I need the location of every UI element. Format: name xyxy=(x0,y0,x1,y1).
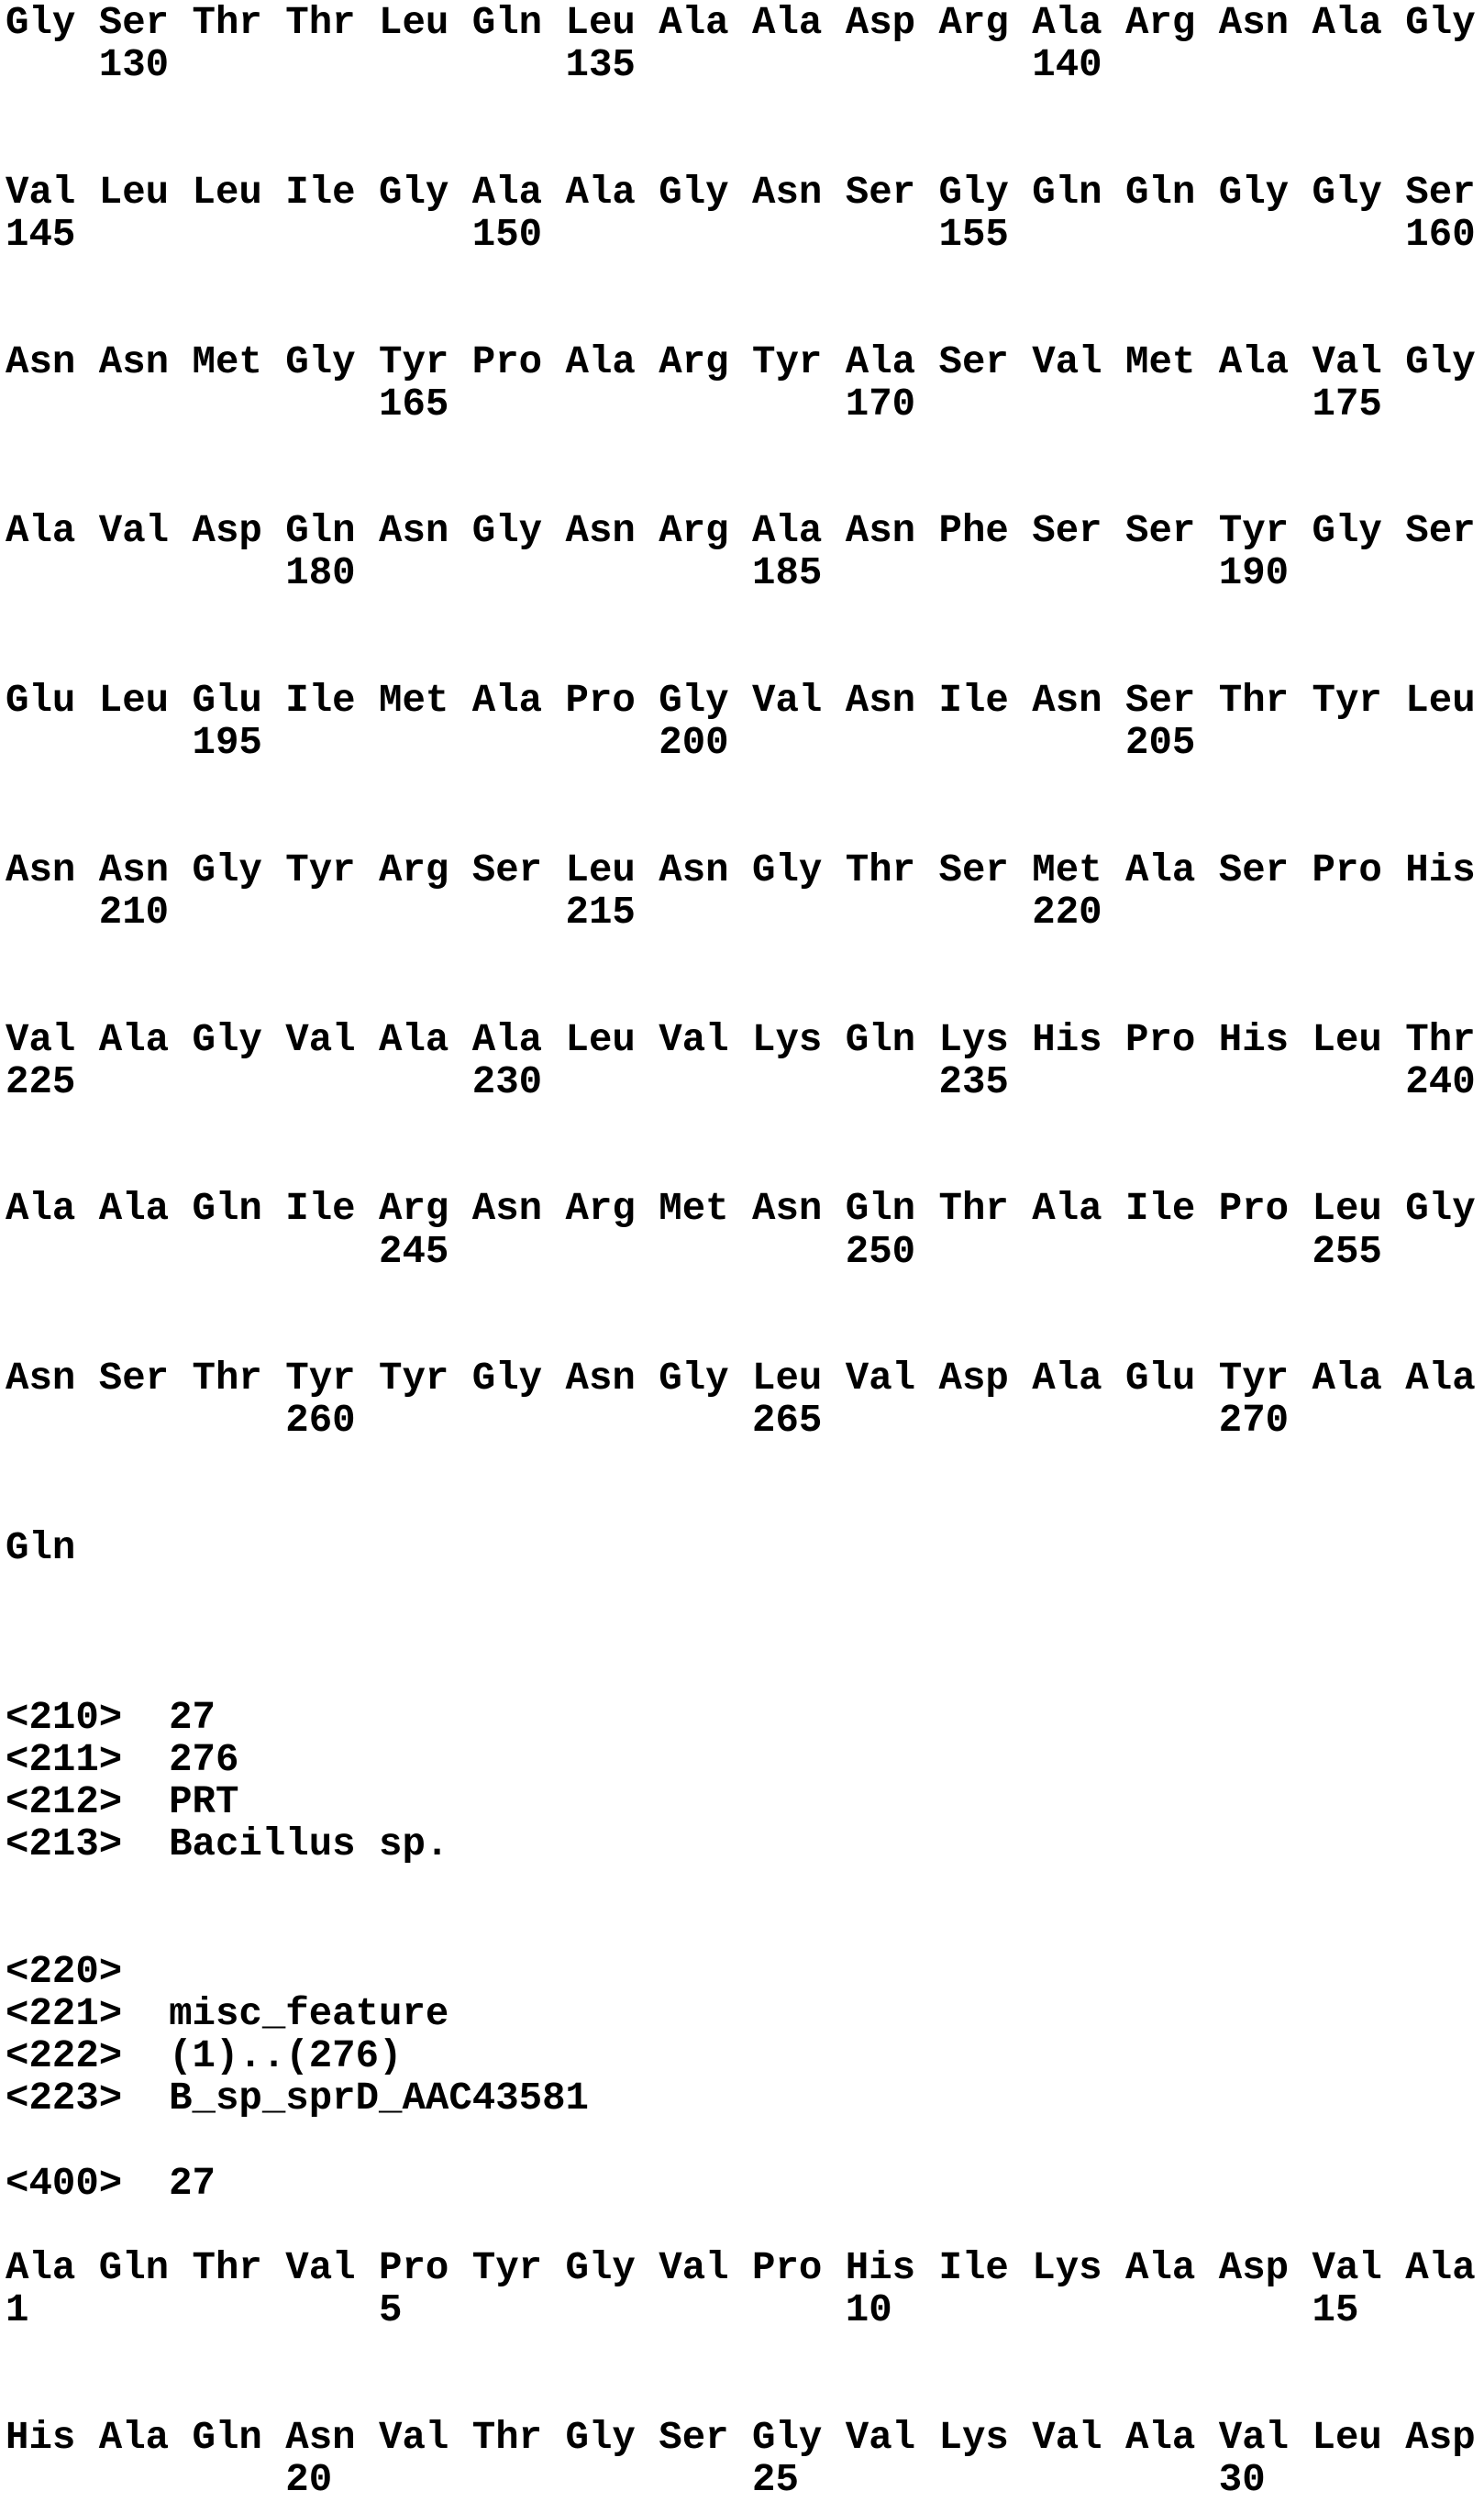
meta-line-212 xyxy=(6,1781,1484,1823)
seq-27-sequence-start xyxy=(6,2247,1484,2501)
meta-value: PRT xyxy=(169,1780,239,1825)
residue-block xyxy=(6,1188,1484,1272)
meta-line-221 xyxy=(6,1993,1484,2035)
meta-value: 27 xyxy=(169,1695,216,1740)
meta-tag: <210> xyxy=(6,1695,123,1740)
residue-block xyxy=(6,849,1484,934)
meta-tag: <212> xyxy=(6,1780,123,1825)
position-number-line: 180 185 190 xyxy=(6,551,1290,596)
residue-block xyxy=(6,680,1484,764)
position-number-line: 195 200 205 xyxy=(6,721,1196,766)
position-number-line: 20 25 30 xyxy=(6,2458,1266,2502)
position-number-line: 260 265 270 xyxy=(6,1399,1290,1444)
meta-tag: <222> xyxy=(6,2034,123,2079)
residue-line: Asn Asn Gly Tyr Arg Ser Leu Asn Gly Thr Ser Met Ala Ser Pro His xyxy=(6,847,1476,892)
residue-line: Gln xyxy=(6,1525,76,1570)
residue-block xyxy=(6,1357,1484,1442)
meta-tag: <220> xyxy=(6,1949,123,1994)
meta-tag: <221> xyxy=(6,1992,123,2036)
meta-line-211 xyxy=(6,1739,1484,1781)
meta-line-213 xyxy=(6,1823,1484,1865)
seq-27-identity-header xyxy=(6,1697,1484,1866)
residue-line: Ala Val Asp Gln Asn Gly Asn Arg Ala Asn Phe Ser Ser Tyr Gly Ser xyxy=(6,509,1476,554)
residue-block xyxy=(6,2247,1484,2331)
residue-line: Val Leu Leu Ile Gly Ala Ala Gly Asn Ser Gly Gln Gln Gly Gly Ser xyxy=(6,170,1476,215)
residue-block xyxy=(6,2417,1484,2501)
meta-line-223 xyxy=(6,2077,1484,2120)
residue-line: Asn Ser Thr Tyr Tyr Gly Asn Gly Leu Val Asp Ala Glu Tyr Ala Ala xyxy=(6,1356,1476,1401)
residue-line: Asn Asn Met Gly Tyr Pro Ala Arg Tyr Ala Ser Val Met Ala Val Gly xyxy=(6,339,1476,384)
meta-line-210 xyxy=(6,1697,1484,1739)
meta-value: Bacillus sp. xyxy=(169,1822,449,1867)
residue-block-tail xyxy=(6,1527,1484,1569)
position-number-line: 210 215 220 xyxy=(6,891,1102,935)
meta-line-220 xyxy=(6,1951,1484,1993)
residue-line: Ala Ala Gln Ile Arg Asn Arg Met Asn Gln Thr Ala Ile Pro Leu Gly xyxy=(6,1187,1476,1232)
residue-block xyxy=(6,510,1484,594)
meta-tag: <400> xyxy=(6,2161,123,2206)
residue-block xyxy=(6,2,1484,86)
meta-tag: <223> xyxy=(6,2076,123,2121)
residue-line: His Ala Gln Asn Val Thr Gly Ser Gly Val Lys Val Ala Val Leu Asp xyxy=(6,2415,1476,2460)
meta-value: 276 xyxy=(169,1737,239,1782)
position-number-line: 145 150 155 160 xyxy=(6,212,1476,257)
residue-block xyxy=(6,172,1484,256)
seq-27-feature-header xyxy=(6,1951,1484,2120)
residue-line: Val Ala Gly Val Ala Ala Leu Val Lys Gln Lys His Pro His Leu Thr xyxy=(6,1017,1476,1062)
meta-tag: <211> xyxy=(6,1737,123,1782)
meta-value: misc_feature xyxy=(169,1992,449,2036)
meta-value: (1)..(276) xyxy=(169,2034,403,2079)
position-number-line: 245 250 255 xyxy=(6,1229,1382,1274)
residue-line: Gly Ser Thr Thr Leu Gln Leu Ala Ala Asp Arg Ala Arg Asn Ala Gly xyxy=(6,1,1476,45)
position-number-line: 130 135 140 xyxy=(6,43,1102,88)
position-number-line: 1 5 10 15 xyxy=(6,2288,1359,2333)
seq-27-sequence-marker xyxy=(6,2163,1484,2205)
position-number-line: 165 170 175 xyxy=(6,382,1382,426)
residue-block xyxy=(6,341,1484,426)
meta-tag: <213> xyxy=(6,1822,123,1867)
meta-value: B_sp_sprD_AAC43581 xyxy=(169,2076,589,2121)
residue-block xyxy=(6,1019,1484,1103)
meta-line-222 xyxy=(6,2035,1484,2077)
residue-line: Glu Leu Glu Ile Met Ala Pro Gly Val Asn Ile Asn Ser Thr Tyr Leu xyxy=(6,679,1476,724)
position-number-line: 225 230 235 240 xyxy=(6,1059,1476,1104)
meta-value: 27 xyxy=(169,2161,216,2206)
previous-sequence-continuation xyxy=(6,2,1484,1569)
residue-line: Ala Gln Thr Val Pro Tyr Gly Val Pro His Ile Lys Ala Asp Val Ala xyxy=(6,2246,1476,2291)
